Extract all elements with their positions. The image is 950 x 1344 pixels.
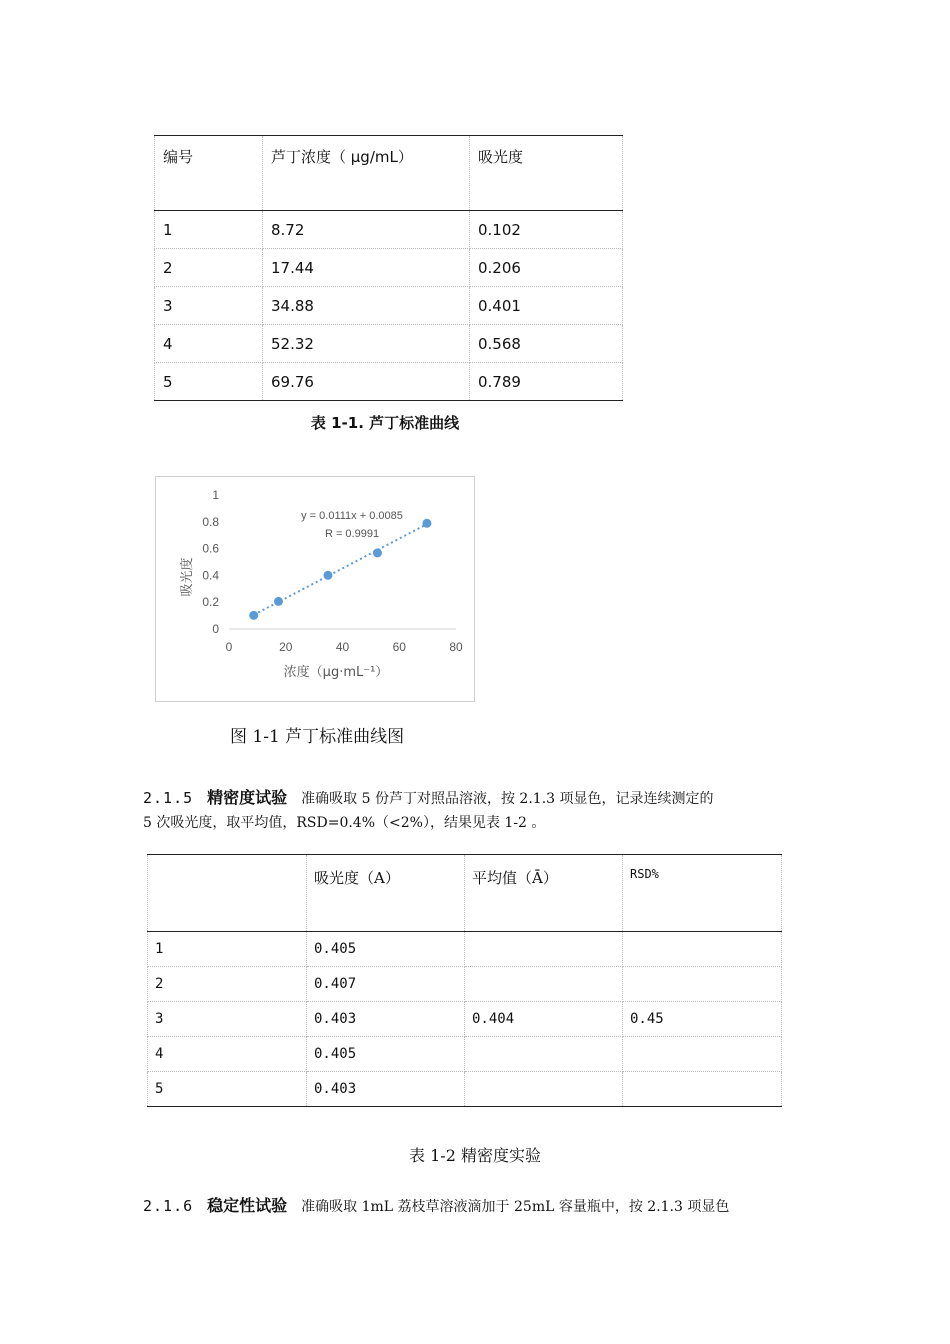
cell-absorbance: 0.568: [470, 325, 623, 363]
table-row: [148, 1037, 782, 1072]
table-row: [155, 211, 623, 249]
cell-rsd: [623, 1037, 782, 1072]
cell-concentration: 52.32: [263, 325, 470, 363]
section-title: 稳定性试验: [207, 1196, 288, 1215]
y-tick-label: 0.4: [202, 568, 219, 583]
cell-number: 2: [155, 249, 263, 287]
cell-index: 2: [148, 967, 307, 1002]
cell-absorbance: 0.206: [470, 249, 623, 287]
y-tick-label: 0: [212, 622, 219, 636]
cell-number: 1: [155, 211, 263, 249]
section-number: 2.1.5: [143, 789, 194, 807]
table-row: [148, 1072, 782, 1107]
section-title: 精密度试验: [207, 788, 288, 807]
y-tick-label: 0.2: [202, 595, 219, 610]
table-row: [148, 1002, 782, 1037]
cell-mean: 0.404: [465, 1002, 623, 1037]
cell-absorbance: 0.407: [307, 967, 465, 1002]
r-annotation: R = 0.9991: [324, 528, 380, 540]
x-axis-title: 浓度（μg·mL⁻¹）: [283, 665, 389, 680]
cell-absorbance: 0.789: [470, 363, 623, 401]
table-row: [148, 932, 782, 967]
y-axis-title: 吸光度: [180, 557, 195, 597]
cell-index: 3: [148, 1002, 307, 1037]
x-tick-label: 40: [335, 640, 350, 654]
x-tick-label: 0: [225, 640, 233, 654]
header-blank: [148, 855, 307, 932]
table2-caption: 表 1-2 精密度实验: [409, 1146, 541, 1165]
body-text: 准确吸取 5 份芦丁对照品溶液，按 2.1.3 项显色，记录连续测定的: [301, 791, 714, 807]
section-215-paragraph: [143, 786, 813, 835]
table-header-row: [148, 855, 782, 932]
header-rsd: RSD%: [623, 855, 782, 932]
cell-mean: [465, 1072, 623, 1107]
table-row: [155, 325, 623, 363]
x-tick-label: 80: [449, 640, 463, 654]
data-point: [422, 519, 431, 528]
table-row: [155, 363, 623, 401]
data-point: [249, 611, 258, 620]
y-tick-label: 0.6: [202, 541, 219, 556]
cell-index: 1: [148, 932, 307, 967]
calibration-chart: [156, 477, 474, 701]
cell-absorbance: 0.403: [307, 1002, 465, 1037]
section-215-line1: [143, 786, 813, 811]
cell-rsd: 0.45: [623, 1002, 782, 1037]
cell-absorbance: 0.405: [307, 1037, 465, 1072]
cell-concentration: 8.72: [263, 211, 470, 249]
header-mean: 平均值（Ā）: [465, 855, 623, 932]
cell-number: 4: [155, 325, 263, 363]
data-point: [274, 597, 283, 606]
cell-index: 5: [148, 1072, 307, 1107]
figure-caption: 图 1-1 芦丁标准曲线图: [230, 727, 405, 747]
header-absorbance: 吸光度（A）: [307, 855, 465, 932]
cell-number: 5: [155, 363, 263, 401]
header-absorbance: 吸光度: [470, 136, 623, 211]
header-number: 编号: [155, 136, 263, 211]
cell-absorbance: 0.401: [470, 287, 623, 325]
data-point: [373, 548, 382, 557]
cell-index: 4: [148, 1037, 307, 1072]
table1-caption: 表 1-1. 芦丁标准曲线: [310, 414, 460, 432]
x-tick-label: 20: [279, 640, 293, 654]
section-216-paragraph: [143, 1194, 813, 1219]
equation-annotation: y = 0.0111x + 0.0085: [301, 510, 403, 522]
data-point: [323, 571, 332, 580]
cell-rsd: [623, 932, 782, 967]
cell-absorbance: 0.102: [470, 211, 623, 249]
cell-concentration: 34.88: [263, 287, 470, 325]
table-row: [155, 287, 623, 325]
y-tick-label: 1: [212, 488, 219, 502]
chart-frame: [155, 476, 475, 702]
y-tick-label: 0.8: [202, 514, 219, 529]
cell-concentration: 17.44: [263, 249, 470, 287]
cell-mean: [465, 1037, 623, 1072]
cell-rsd: [623, 967, 782, 1002]
cell-rsd: [623, 1072, 782, 1107]
rutin-standard-table: [154, 135, 623, 401]
body-text: 准确吸取 1mL 荔枝草溶液滴加于 25mL 容量瓶中，按 2.1.3 项显色: [301, 1199, 730, 1215]
table-header-row: [155, 136, 623, 211]
cell-mean: [465, 932, 623, 967]
section-215-line2: 5 次吸光度，取平均值，RSD=0.4%（<2%），结果见表 1-2 。: [143, 815, 546, 831]
cell-mean: [465, 967, 623, 1002]
table-row: [155, 249, 623, 287]
section-number: 2.1.6: [143, 1197, 194, 1215]
cell-absorbance: 0.405: [307, 932, 465, 967]
table-row: [148, 967, 782, 1002]
cell-concentration: 69.76: [263, 363, 470, 401]
cell-absorbance: 0.403: [307, 1072, 465, 1107]
x-tick-label: 60: [392, 640, 406, 654]
cell-number: 3: [155, 287, 263, 325]
header-concentration: 芦丁浓度（ μg/mL）: [263, 136, 470, 211]
precision-table: [147, 854, 782, 1107]
